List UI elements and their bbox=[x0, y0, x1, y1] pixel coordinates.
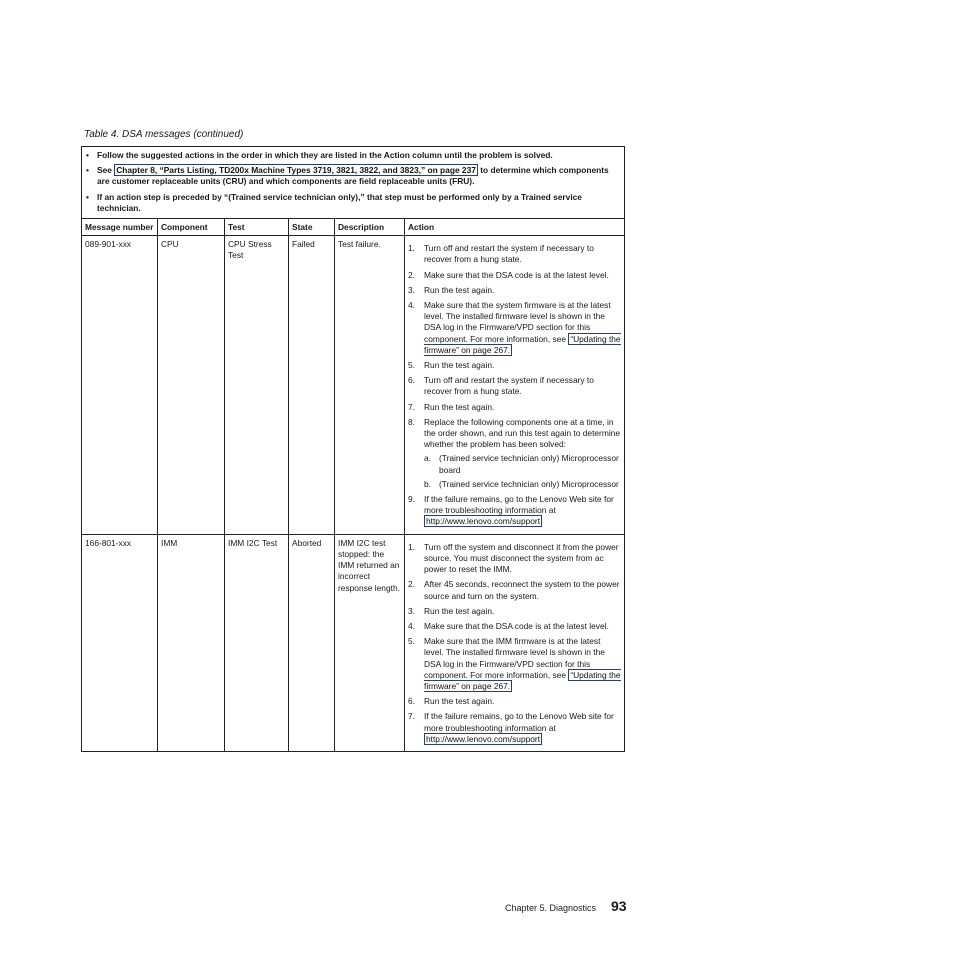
action-step bbox=[408, 375, 621, 397]
step-link[interactable]: “Updating the firmware” on page 267. bbox=[424, 333, 621, 355]
cell-component: IMM bbox=[158, 534, 225, 751]
footer-chapter: Chapter 5. Diagnostics bbox=[505, 903, 597, 913]
header-test: Test bbox=[225, 219, 289, 236]
header-action: Action bbox=[405, 219, 625, 236]
action-step bbox=[408, 270, 621, 281]
action-step bbox=[408, 696, 621, 707]
table-row bbox=[82, 236, 625, 534]
action-step bbox=[408, 285, 621, 296]
step-number: 6. bbox=[408, 375, 415, 386]
step-number: 3. bbox=[408, 605, 415, 616]
step-text: Run the test again. bbox=[424, 284, 495, 295]
cell-action bbox=[405, 534, 625, 751]
action-step bbox=[408, 621, 621, 632]
step-number: 4. bbox=[408, 620, 415, 631]
step-text: Run the test again. bbox=[424, 605, 495, 616]
note-text: See bbox=[97, 165, 115, 176]
step-text: Turn off and restart the system if necessary to recover from a hung state. bbox=[424, 375, 594, 397]
action-step bbox=[408, 243, 621, 265]
step-text: Make sure that the DSA code is at the latest level. bbox=[424, 269, 609, 280]
step-number: 1. bbox=[408, 541, 415, 552]
sub-step bbox=[424, 479, 621, 490]
bullet-icon: • bbox=[86, 165, 89, 176]
cell-action bbox=[405, 236, 625, 534]
action-step bbox=[408, 542, 621, 576]
step-text: Turn off and restart the system if necessary to recover from a hung state. bbox=[424, 243, 594, 265]
action-step bbox=[408, 360, 621, 371]
step-text: Make sure that the IMM firmware is at the latest level. The installed firmware level is shown in the DSA log in the Firmware/VPD section for this component. For more information, see bbox=[424, 636, 605, 680]
step-text: Turn off the system and disconnect it from the power source. You must disconnect the system from ac power to reset the IMM. bbox=[424, 541, 619, 575]
step-number: 3. bbox=[408, 284, 415, 295]
cell-test: IMM I2C Test bbox=[225, 534, 289, 751]
cell-test: CPU Stress Test bbox=[225, 236, 289, 534]
step-text: If the failure remains, go to the Lenovo Web site for more troubleshooting information at bbox=[424, 711, 614, 733]
bullet-icon: • bbox=[86, 150, 89, 160]
sub-step-text: (Trained service technician only) Microprocessor board bbox=[439, 453, 619, 475]
cell-component: CPU bbox=[158, 236, 225, 534]
sub-step-text: (Trained service technician only) Microprocessor bbox=[439, 478, 619, 489]
note-text: If an action step is preceded by “(Trained service technician only),” that step must be performed only by a Trained service technician. bbox=[97, 191, 582, 213]
cell-message-number: 089-901-xxx bbox=[82, 236, 158, 534]
note-item bbox=[86, 192, 620, 214]
step-number: 8. bbox=[408, 416, 415, 427]
step-text: After 45 seconds, reconnect the system to the power source and turn on the system. bbox=[424, 579, 620, 601]
step-number: 1. bbox=[408, 243, 415, 254]
step-text: Make sure that the system firmware is at the latest level. The installed firmware level is shown in the DSA log in the Firmware/VPD section for this component. For more information, see bbox=[424, 300, 611, 344]
step-link[interactable]: http://www.lenovo.com/support bbox=[426, 516, 541, 527]
step-number: 4. bbox=[408, 300, 415, 311]
step-text: Run the test again. bbox=[424, 401, 495, 412]
step-number: 2. bbox=[408, 579, 415, 590]
header-description: Description bbox=[335, 219, 405, 236]
action-step bbox=[408, 300, 621, 356]
step-number: 5. bbox=[408, 360, 415, 371]
step-number: 6. bbox=[408, 696, 415, 707]
step-number: 9. bbox=[408, 494, 415, 505]
bullet-icon: • bbox=[86, 191, 89, 202]
table-caption: Table 4. DSA messages (continued) bbox=[84, 129, 244, 140]
sub-step-letter: b. bbox=[424, 478, 431, 489]
step-link[interactable]: “Updating the firmware” on page 267. bbox=[424, 669, 621, 691]
header-state: State bbox=[289, 219, 335, 236]
action-step bbox=[408, 494, 621, 528]
dsa-messages-table bbox=[81, 146, 625, 752]
cell-description: IMM I2C test stopped: the IMM returned an incorrect response length. bbox=[335, 534, 405, 751]
note-item bbox=[86, 150, 620, 161]
note-item bbox=[86, 165, 620, 187]
step-number: 5. bbox=[408, 636, 415, 647]
chapter-8-link[interactable]: Chapter 8, “Parts Listing, TD200x Machine Types 3719, 3821, 3822, and 3823,” on page 237 bbox=[116, 165, 476, 176]
page-number: 93 bbox=[611, 898, 627, 914]
step-number: 2. bbox=[408, 269, 415, 280]
cell-state: Aborted bbox=[289, 534, 335, 751]
note-text: to determine which components are customer replaceable units (CRU) and which components are field replaceable units (FRU). bbox=[97, 165, 609, 187]
cell-description: Test failure. bbox=[335, 236, 405, 534]
table-row bbox=[82, 534, 625, 751]
step-number: 7. bbox=[408, 711, 415, 722]
table-header-row bbox=[82, 219, 625, 236]
action-step bbox=[408, 579, 621, 601]
step-text: Make sure that the DSA code is at the latest level. bbox=[424, 620, 609, 631]
step-text: Run the test again. bbox=[424, 360, 495, 371]
action-step bbox=[408, 417, 621, 490]
header-message-number: Message number bbox=[82, 219, 158, 236]
note-text: Follow the suggested actions in the order in which they are listed in the Action column until the problem is solved. bbox=[97, 150, 553, 160]
step-text: Run the test again. bbox=[424, 696, 495, 707]
cell-message-number: 166-801-xxx bbox=[82, 534, 158, 751]
step-text: Replace the following components one at a time, in the order shown, and run this test again to determine whether the problem has been solved: bbox=[424, 416, 620, 450]
header-component: Component bbox=[158, 219, 225, 236]
action-step bbox=[408, 402, 621, 413]
step-number: 7. bbox=[408, 401, 415, 412]
step-link[interactable]: http://www.lenovo.com/support bbox=[426, 733, 541, 744]
action-step bbox=[408, 636, 621, 692]
table-notes bbox=[82, 147, 625, 219]
sub-step bbox=[424, 453, 621, 475]
sub-step-letter: a. bbox=[424, 453, 431, 464]
cell-state: Failed bbox=[289, 236, 335, 534]
step-text: If the failure remains, go to the Lenovo Web site for more troubleshooting information at bbox=[424, 494, 614, 516]
action-step bbox=[408, 606, 621, 617]
action-step bbox=[408, 711, 621, 745]
